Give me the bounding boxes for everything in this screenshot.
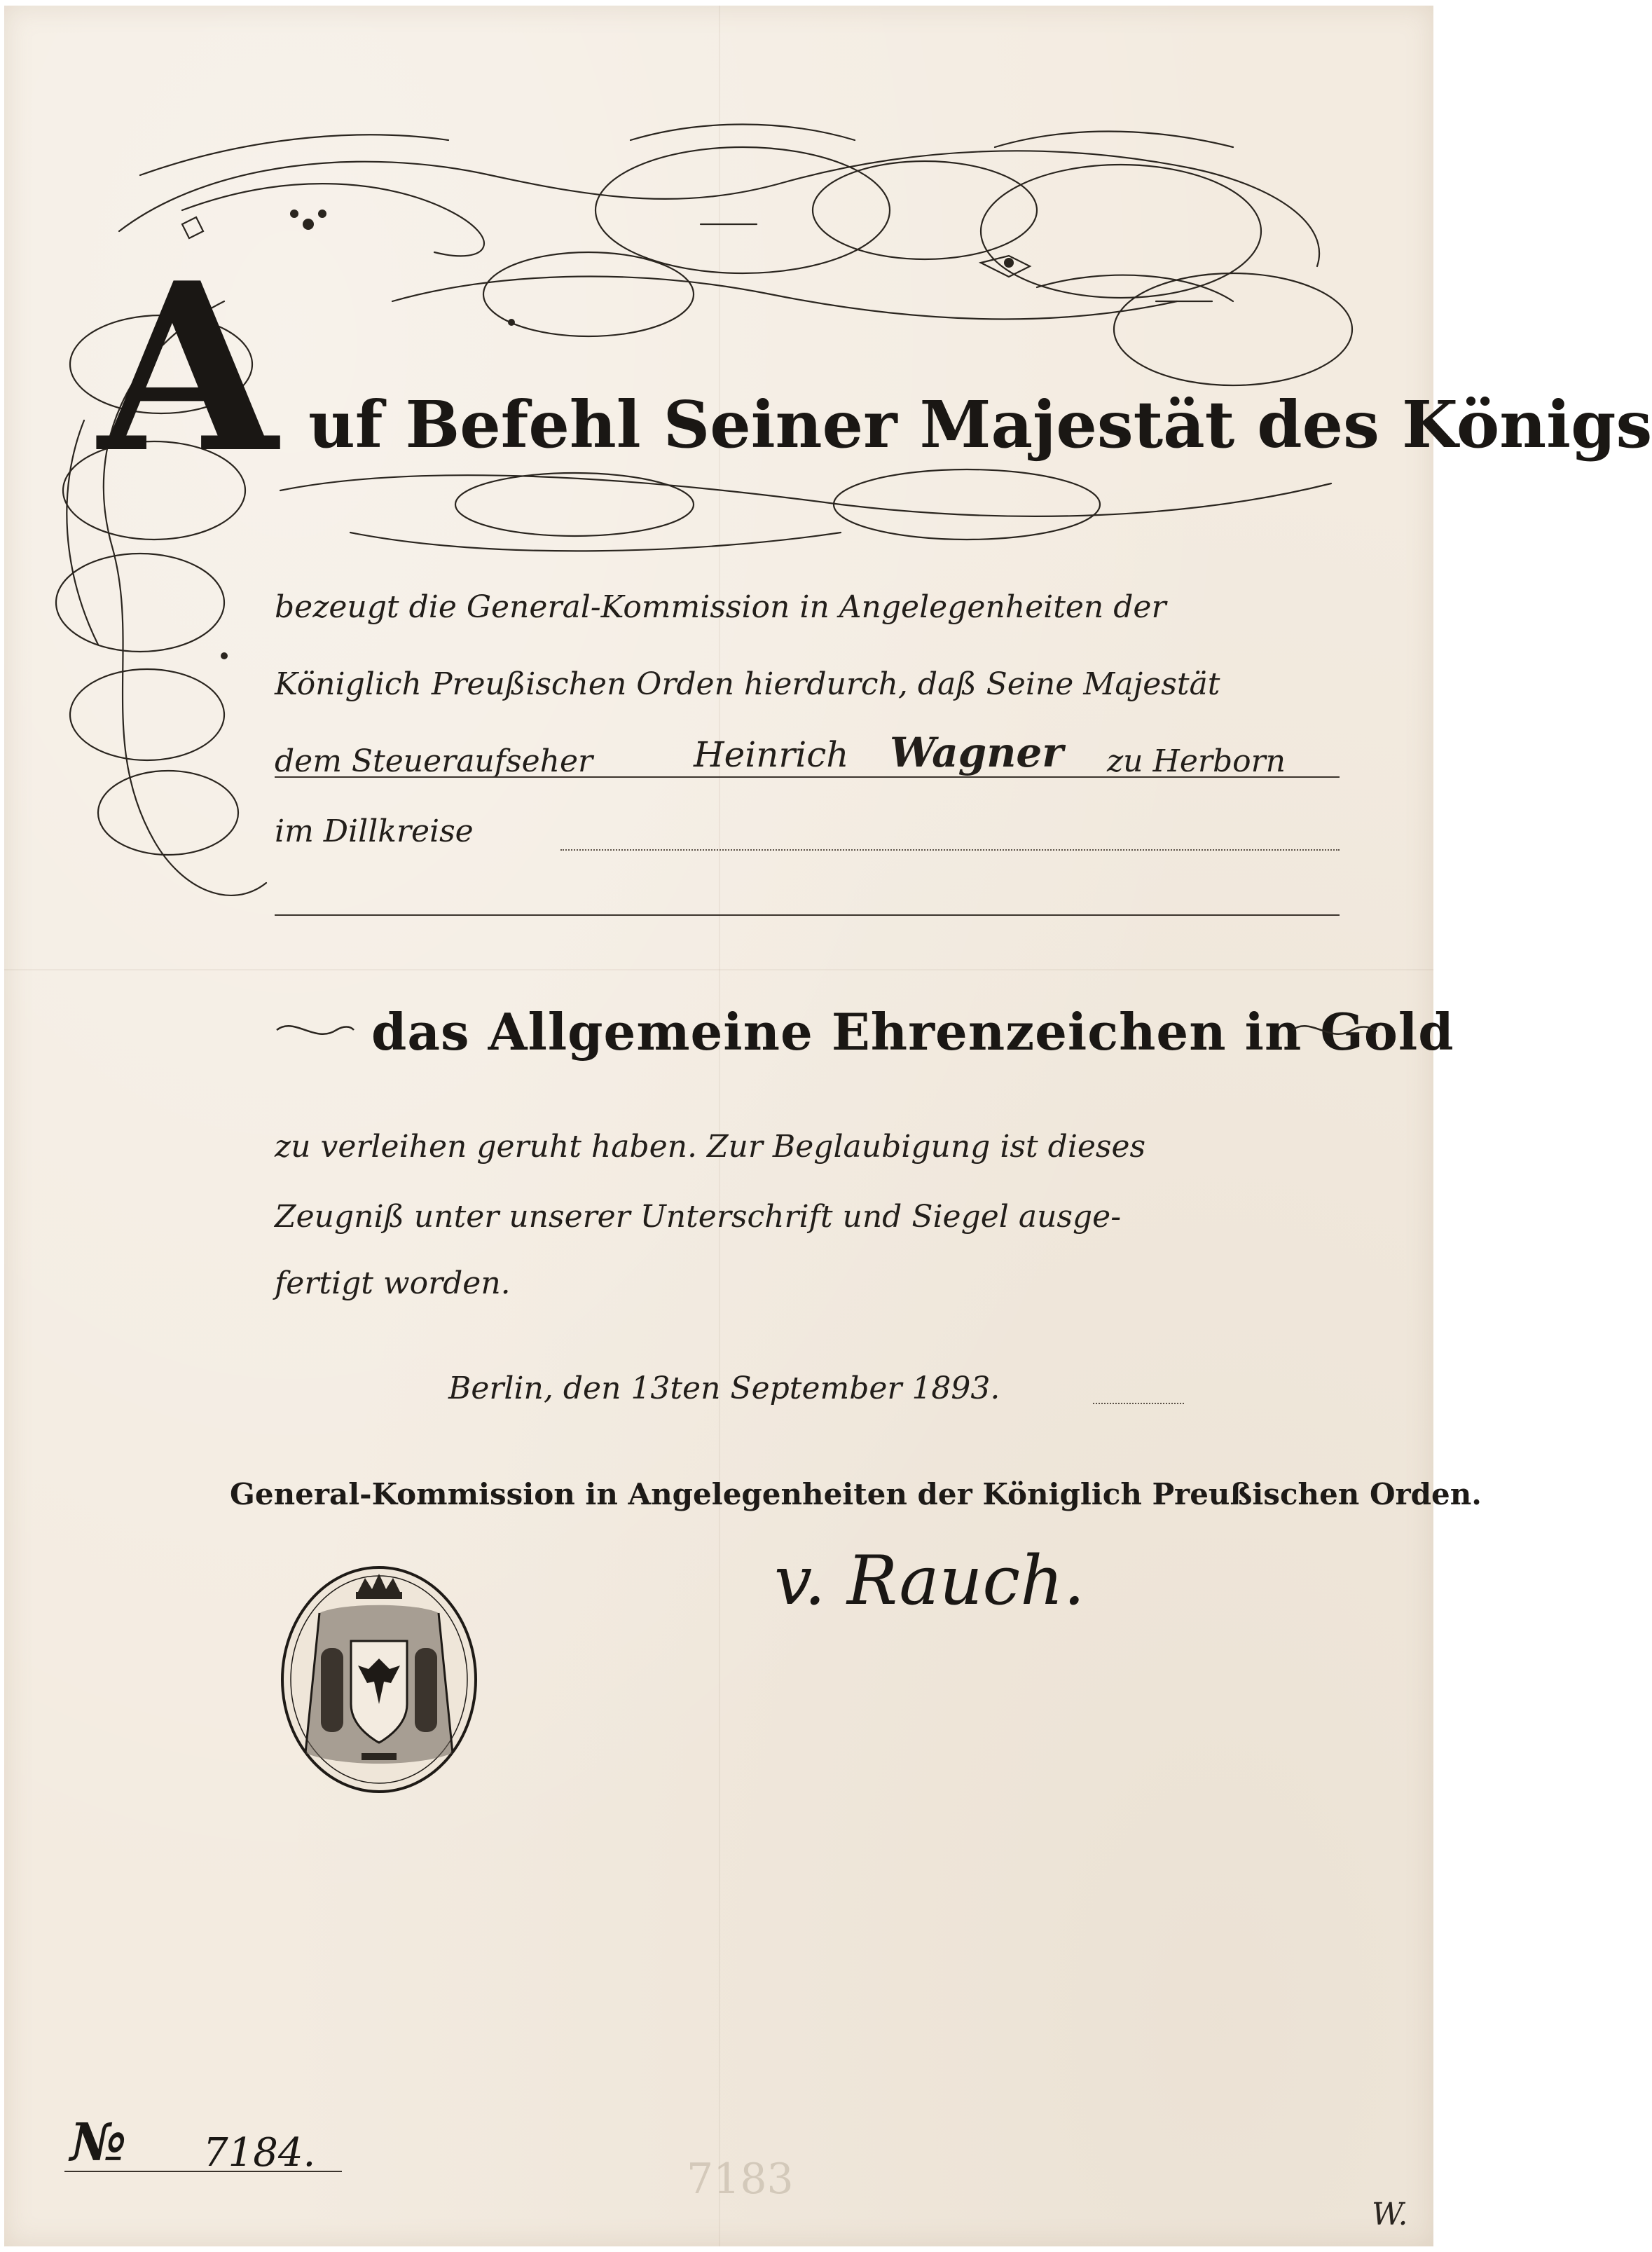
award-title: das Allgemeine Ehrenzeichen in Gold — [371, 1002, 1454, 1062]
closing-line-3: fertigt worden. — [275, 1265, 511, 1301]
body-line-3-suffix: zu Herborn — [1107, 743, 1286, 779]
signature: v. Rauch. — [774, 1542, 1085, 1620]
recipient-last-name: Wagner — [890, 729, 1064, 776]
place-and-date: Berlin, den 13ten September 1893. — [448, 1371, 1000, 1406]
corner-mark: W. — [1372, 2197, 1408, 2232]
number-prefix: № — [70, 2113, 127, 2173]
certificate-number: 7184. — [203, 2130, 316, 2176]
body-fill-line-4 — [560, 849, 1340, 851]
award-ornament-left-icon — [273, 1009, 357, 1051]
closing-line-1: zu verleihen geruht haben. Zur Beglaubigung ist dieses — [275, 1129, 1146, 1165]
body-rule-3 — [275, 776, 1340, 778]
heading-initial: A — [98, 232, 278, 504]
body-line-2: Königlich Preußischen Orden hierdurch, daß Seine Majestät — [275, 666, 1220, 702]
recipient-first-name: Heinrich — [694, 734, 849, 775]
number-underline — [64, 2171, 342, 2172]
issuing-commission: General-Kommission in Angelegenheiten der Königlich Preußischen Orden. — [230, 1477, 1482, 1511]
pencil-note: 7183 — [687, 2155, 794, 2204]
body-line-4: im Dillkreise — [275, 813, 474, 849]
award-ornament-right-icon — [1289, 1009, 1380, 1051]
body-line-3-prefix: dem Steueraufseher — [275, 743, 593, 779]
heading-title: uf Befehl Seiner Majestät des Königs — [308, 387, 1652, 462]
body-rule-5 — [275, 914, 1340, 916]
coat-of-arms-seal-icon — [277, 1564, 481, 1795]
body-line-1: bezeugt die General-Kommission in Angelegenheiten der — [275, 589, 1166, 625]
fold-crease-horizontal — [4, 969, 1433, 970]
closing-line-2: Zeugniß unter unserer Unterschrift und Siegel ausge- — [275, 1199, 1122, 1235]
date-fill-line — [1093, 1403, 1184, 1404]
